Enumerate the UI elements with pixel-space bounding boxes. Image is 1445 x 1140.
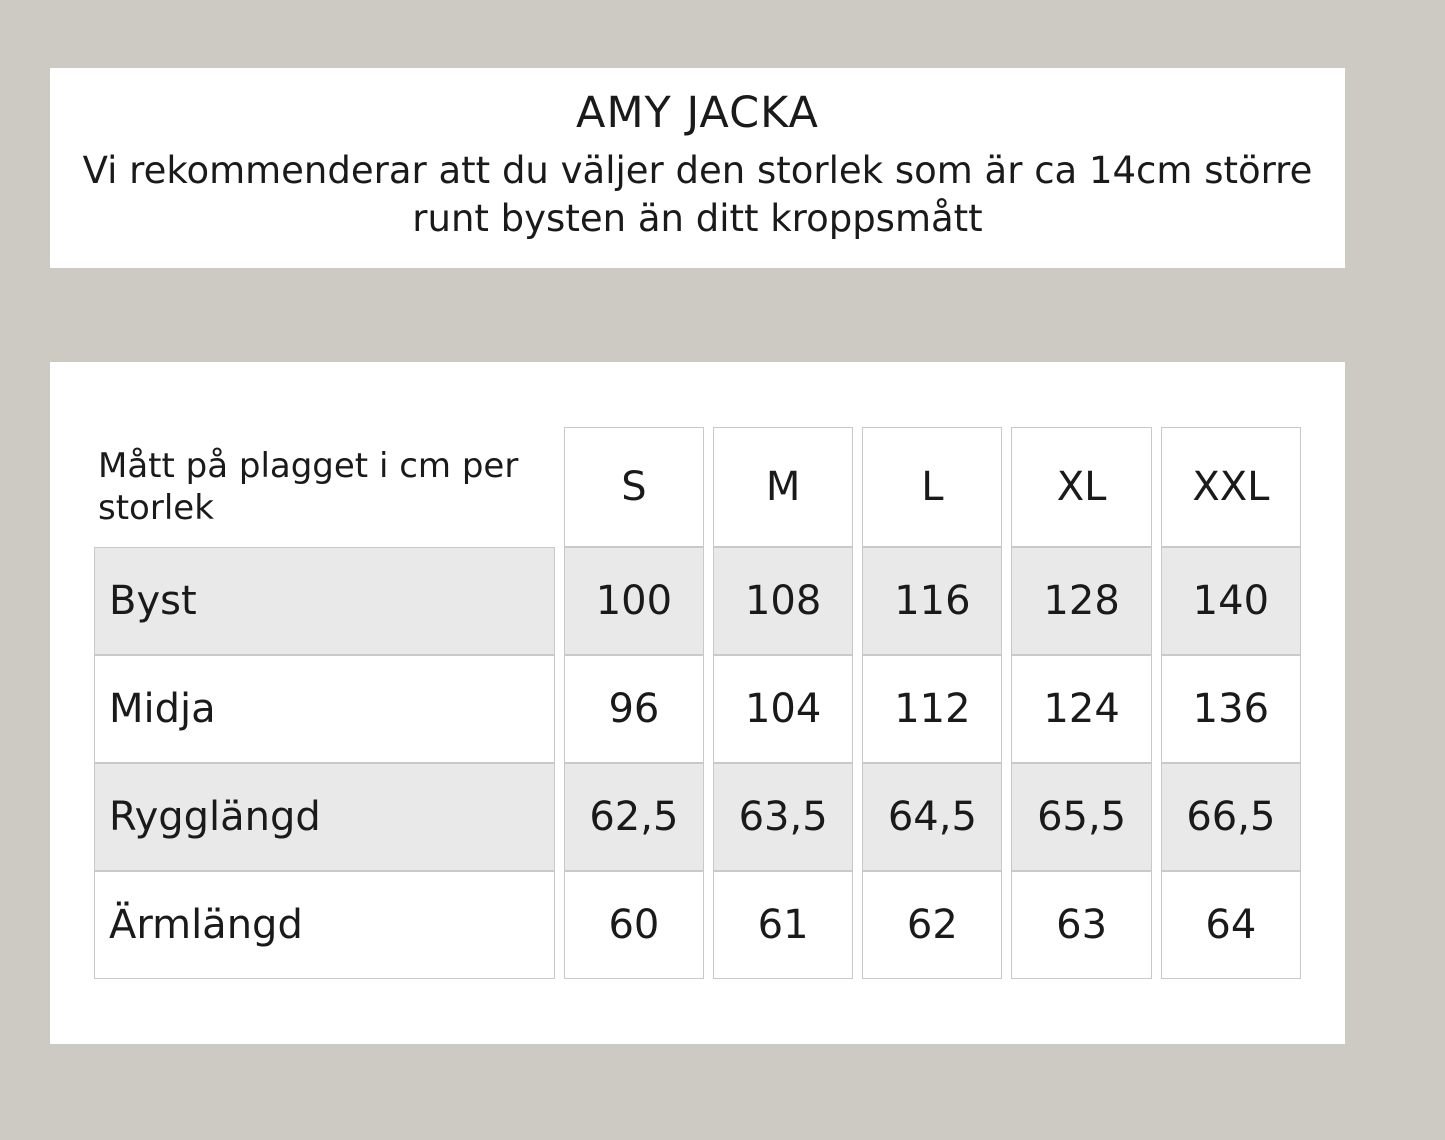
cell-byst-xxl: 140	[1161, 547, 1301, 655]
row-label-armlangd: Ärmlängd	[94, 871, 555, 979]
row-label-midja: Midja	[94, 655, 555, 763]
cell-rygglangd-s: 62,5	[564, 763, 704, 871]
column-header-xl: XL	[1011, 427, 1151, 547]
row-label-byst: Byst	[94, 547, 555, 655]
cell-midja-s: 96	[564, 655, 704, 763]
column-header-xxl: XXL	[1161, 427, 1301, 547]
table-row	[94, 547, 1301, 655]
cell-armlangd-m: 61	[713, 871, 853, 979]
cell-midja-xxl: 136	[1161, 655, 1301, 763]
table-corner-label: Mått på plagget i cm per storlek	[98, 445, 519, 528]
size-chart-table	[85, 427, 1310, 979]
row-label-rygglangd: Rygglängd	[94, 763, 555, 871]
column-header-l: L	[862, 427, 1002, 547]
cell-rygglangd-xl: 65,5	[1011, 763, 1151, 871]
table-row	[94, 763, 1301, 871]
table-row	[94, 655, 1301, 763]
column-header-m: M	[713, 427, 853, 547]
cell-byst-m: 108	[713, 547, 853, 655]
cell-byst-s: 100	[564, 547, 704, 655]
cell-armlangd-xl: 63	[1011, 871, 1151, 979]
cell-byst-l: 116	[862, 547, 1002, 655]
cell-rygglangd-m: 63,5	[713, 763, 853, 871]
size-table-card	[50, 362, 1345, 1044]
page-title: AMY JACKA	[576, 88, 819, 138]
table-header-row	[94, 427, 1301, 547]
cell-armlangd-xxl: 64	[1161, 871, 1301, 979]
size-table-wrap	[85, 427, 1310, 979]
table-row	[94, 871, 1301, 979]
header-card	[50, 68, 1345, 268]
recommendation-text: Vi rekommenderar att du väljer den storlek som är ca 14cm större runt bysten än ditt kroppsmått	[82, 149, 1313, 240]
cell-rygglangd-xxl: 66,5	[1161, 763, 1301, 871]
cell-rygglangd-l: 64,5	[862, 763, 1002, 871]
column-header-s: S	[564, 427, 704, 547]
cell-midja-l: 112	[862, 655, 1002, 763]
cell-armlangd-s: 60	[564, 871, 704, 979]
cell-byst-xl: 128	[1011, 547, 1151, 655]
cell-midja-xl: 124	[1011, 655, 1151, 763]
cell-midja-m: 104	[713, 655, 853, 763]
cell-armlangd-l: 62	[862, 871, 1002, 979]
